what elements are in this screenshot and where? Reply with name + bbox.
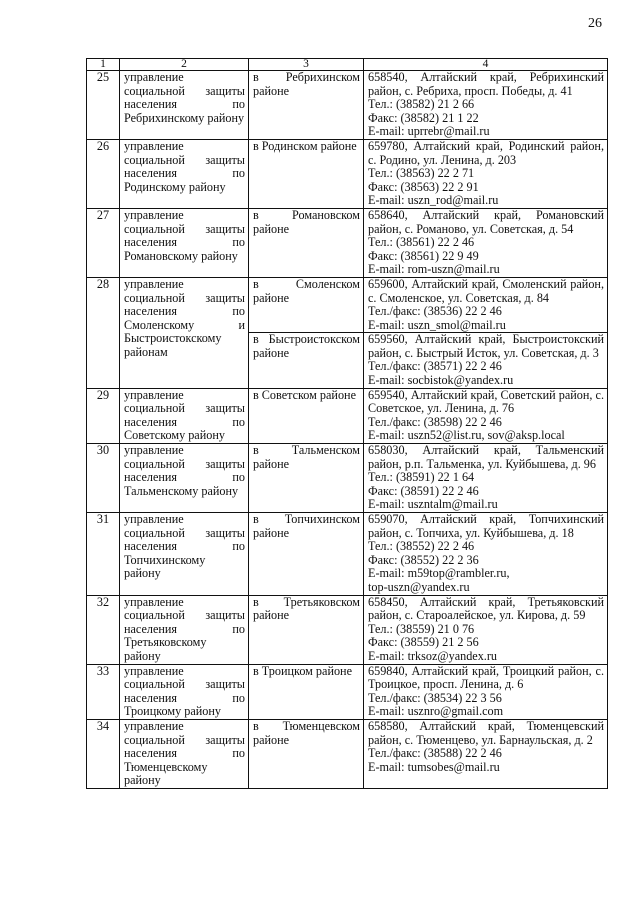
row-number: 28 [87, 277, 120, 388]
postal-address: 658580, Алтайский край, Тюменцевский район, с. Тюменцево, ул. Барнаульская, д. 2 [368, 718, 604, 747]
contact-line: Тел.: (38582) 21 2 66 [368, 97, 475, 112]
contact-details [364, 595, 608, 664]
organization-name: управление социальной защиты населения по Тальменскому району [120, 444, 249, 513]
contact-line: Факс: (38563) 22 2 91 [368, 179, 479, 194]
offices-table [86, 58, 608, 789]
organization-name: управление социальной защиты населения по Троицкому району [120, 664, 249, 719]
row-number: 33 [87, 664, 120, 719]
contact-line: Факс: (38552) 22 2 36 [368, 552, 479, 567]
organization-name: управление социальной защиты населения по Третьяковскому району [120, 595, 249, 664]
contact-line: E-mail: socbistok@yandex.ru [368, 373, 514, 388]
table-row [87, 595, 608, 664]
postal-address: 658030, Алтайский край, Тальменский район, р.п. Тальменка, ул. Куйбышева, д. 96 [368, 443, 604, 471]
header-cell: 4 [364, 59, 608, 71]
table-row [87, 719, 608, 788]
district-name: в Тальменском районе [249, 444, 364, 513]
organization-name: управление социальной защиты населения по Советскому району [120, 388, 249, 443]
postal-address: 658450, Алтайский край, Третьяковский район, с. Староалейское, ул. Кирова, д. 59 [368, 594, 604, 623]
contact-line: Тел.: (38561) 22 2 46 [368, 235, 475, 250]
header-cell: 3 [249, 59, 364, 71]
table-row [87, 139, 608, 208]
district-name: в Родинском районе [249, 139, 364, 208]
table-row [87, 388, 608, 443]
contact-line: Тел./факс: (38588) 22 2 46 [368, 746, 502, 761]
district-name: в Третьяковском районе [249, 595, 364, 664]
contact-line: E-mail: m59top@rambler.ru, [368, 566, 510, 581]
row-number: 26 [87, 139, 120, 208]
district-name: в Быстроистокском районе [249, 333, 364, 388]
contact-line: E-mail: uszn_rod@mail.ru [368, 193, 499, 208]
contact-line: E-mail: trksoz@yandex.ru [368, 648, 497, 663]
contact-line: Тел.: (38591) 22 1 64 [368, 470, 475, 485]
contact-line: Факс: (38591) 22 2 46 [368, 483, 479, 498]
postal-address: 659780, Алтайский край, Родинский район, с. Родино, ул. Ленина, д. 203 [368, 138, 604, 167]
contact-line: E-mail: uszntalm@mail.ru [368, 497, 498, 512]
table-row [87, 444, 608, 513]
contact-line: E-mail: uszn52@list.ru, sov@aksp.local [368, 428, 565, 443]
organization-name: управление социальной защиты населения по Топчихинскому району [120, 513, 249, 596]
table-header-row [87, 59, 608, 71]
row-number: 32 [87, 595, 120, 664]
contact-details [364, 277, 608, 332]
organization-name: управление социальной защиты населения по Смоленскому и Быстроистокскому районам [120, 277, 249, 388]
contact-line: E-mail: uszn_smol@mail.ru [368, 317, 506, 332]
contact-details [364, 139, 608, 208]
district-name: в Топчихинском районе [249, 513, 364, 596]
contact-line: Факс: (38561) 22 9 49 [368, 248, 479, 263]
contact-line: Факс: (38582) 21 1 22 [368, 110, 479, 125]
row-number: 30 [87, 444, 120, 513]
district-name: в Троицком районе [249, 664, 364, 719]
contact-details [364, 664, 608, 719]
contact-details [364, 388, 608, 443]
contact-line: E-mail: uprrebr@mail.ru [368, 124, 490, 139]
organization-name: управление социальной защиты населения по Ребрихинскому району [120, 71, 249, 140]
table-row [87, 513, 608, 596]
contact-line: Тел.: (38563) 22 2 71 [368, 166, 475, 181]
row-number: 25 [87, 71, 120, 140]
district-name: в Советском районе [249, 388, 364, 443]
contact-line: top-uszn@yandex.ru [368, 579, 470, 594]
contact-details [364, 444, 608, 513]
contact-line: E-mail: rom-uszn@mail.ru [368, 262, 500, 277]
contact-line: Тел.: (38552) 22 2 46 [368, 539, 475, 554]
table-row [87, 277, 608, 332]
contact-line: E-mail: usznro@gmail.com [368, 704, 504, 719]
header-cell: 1 [87, 59, 120, 71]
district-name: в Романовском районе [249, 208, 364, 277]
table-row [87, 664, 608, 719]
postal-address: 659840, Алтайский край, Троицкий район, с. Троицкое, просп. Ленина, д. 6 [368, 663, 604, 692]
contact-line: Тел./факс: (38534) 22 3 56 [368, 690, 502, 705]
postal-address: 658540, Алтайский край, Ребрихинский район, с. Ребриха, просп. Победы, д. 41 [368, 70, 604, 98]
row-number: 34 [87, 719, 120, 788]
table-row [87, 208, 608, 277]
contact-line: Тел.: (38559) 21 0 76 [368, 621, 475, 636]
contact-line: Тел./факс: (38598) 22 2 46 [368, 414, 502, 429]
row-number: 29 [87, 388, 120, 443]
organization-name: управление социальной защиты населения по Родинскому району [120, 139, 249, 208]
contact-details [364, 71, 608, 140]
organization-name: управление социальной защиты населения по Романовскому району [120, 208, 249, 277]
contact-details [364, 513, 608, 596]
contact-line: Тел./факс: (38571) 22 2 46 [368, 359, 502, 374]
contact-line: Факс: (38559) 21 2 56 [368, 635, 479, 650]
postal-address: 659070, Алтайский край, Топчихинский район, с. Топчиха, ул. Куйбышева, д. 18 [368, 512, 604, 540]
contact-line: Тел./факс: (38536) 22 2 46 [368, 304, 502, 319]
row-number: 31 [87, 513, 120, 596]
contact-line: E-mail: tumsobes@mail.ru [368, 759, 500, 774]
organization-name: управление социальной защиты населения по Тюменцевскому району [120, 719, 249, 788]
district-name: в Ребрихинском районе [249, 71, 364, 140]
postal-address: 659540, Алтайский край, Советский район, с. Советское, ул. Ленина, д. 76 [368, 387, 604, 416]
contact-details [364, 333, 608, 388]
postal-address: 659560, Алтайский край, Быстроистокский район, с. Быстрый Исток, ул. Советская, д. 3 [368, 332, 604, 360]
header-cell: 2 [120, 59, 249, 71]
district-name: в Тюменцевском районе [249, 719, 364, 788]
district-name: в Смоленском районе [249, 277, 364, 332]
page-number: 26 [588, 16, 602, 31]
postal-address: 658640, Алтайский край, Романовский район, с. Романово, ул. Советская, д. 54 [368, 207, 604, 236]
contact-details [364, 208, 608, 277]
contact-details [364, 719, 608, 788]
row-number: 27 [87, 208, 120, 277]
postal-address: 659600, Алтайский край, Смоленский район, с. Смоленское, ул. Советская, д. 84 [368, 276, 604, 305]
table-row [87, 71, 608, 140]
